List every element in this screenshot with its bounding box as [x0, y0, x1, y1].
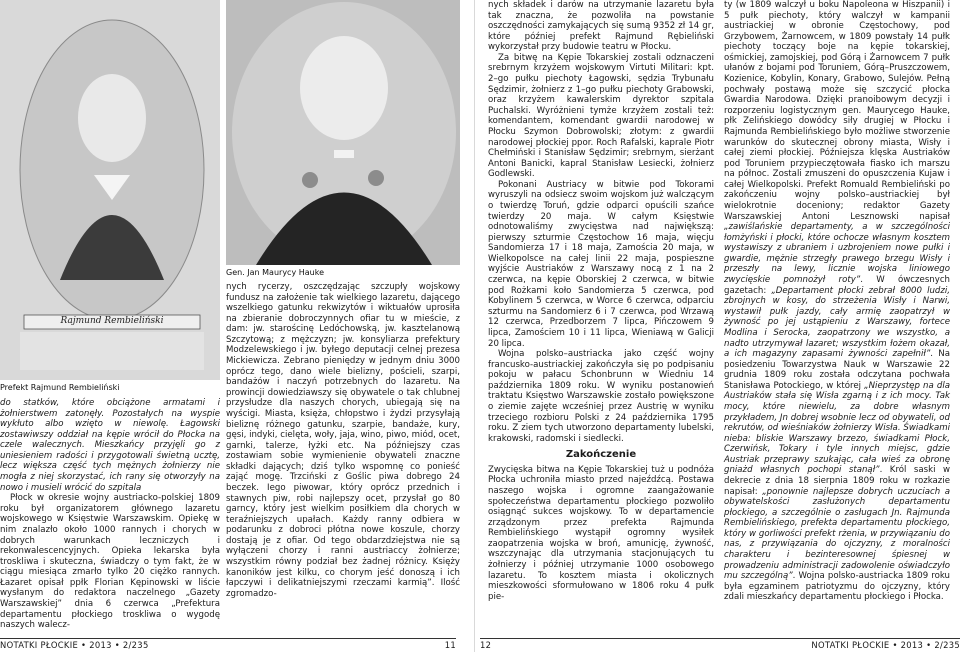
engraving-title: Rajmund Rembieliński [60, 316, 164, 326]
quote-1: „zawiślańskie departamenty, a w szczególności łomżyński i płocki, które ochocze własnym kosztem wystawiszy z ubraniem i uzbrojeniem nowe pułki i gwardie, mężnie strzegły prawego brzegu Wisły i przeszły na lewy, licznie wojska liniowego zwycięskie pomnożył roty” [724, 222, 950, 286]
quote-3: „Nieprzystęp na dla Austriaków stała się Wisła zgarną i z ich mocy. Tak mocy, które niewielu, za dobre własnym przykładem, Jn dobrej wsobnie lecz od obywateli, od rekrutów, od wieśniaków żołnierzy Wisła. Świadkami nieba: bliskie Warszawy brzezo, świadkami Płock, Czerwińsk, Tokary i tyle innych miejsc, gdzie Austriak przeprawy szukając, cała wieś za obronę gniażd własnych pochopi stanął” [724, 380, 950, 476]
portrait-image [226, 0, 460, 265]
right-page [480, 0, 960, 652]
page-number: 11 [444, 640, 456, 650]
journal-footer-right: NOTATKI PŁOCKIE • 2013 • 2/235 [811, 640, 960, 650]
page-number-right: 12 [480, 640, 492, 650]
page-fold [474, 0, 475, 652]
column-1-paragraph-1: do statków, które obciążone armatami i żołnierstwem zatonęły. Pozostałych na wyspie wykłuto albo wzięto w niewolę. Łagowski zostawiwszy oddział na kępie wrócił do Płocka na czele walecznych. Mieszkańcy przyjęli go z uniesieniem radości i przygotowali świetną ucztę, lecz większa część tych mężnych żołnierzy nie mogła z niej skorzystać, ich rany się otworzyły na nowo i musieli wrócić do szpitala [0, 398, 220, 493]
article-column-4 [724, 0, 950, 603]
left-page [0, 0, 470, 652]
column-4-text-5: . Wojna polsko-austriacka 1809 roku była egzaminem patriotyzmu do ojczyzny, który zdali mieszkańcy departamentu płockiego i Płocka. [724, 571, 950, 603]
column-3-paragraph-2: Za bitwę na Kępie Tokarskiej zostali odznaczeni srebrnym krzyżem wojskowym Virtuti Militari: kpt. 2–go pułku piechoty Łagowski, sędzia Trybunału Sędzimir, żołnierz z 1–go pułku piechoty Grabowski, oraz krzyżem kawalerskim dyrektor szpitala Puchalski. Wyróżnieni tymże krzyżem zostali też: komendantem, komendant gwardii narodowej w Płocku Szymon Dobrowolski; złotym: z gwardii narodowej płockiej ppor. Roch Rafalski, kaprale Piotr Chełmiński i Stanisław Sędzimir; srebrnym, sierżant Antoni Banicki, kapral Stanisław Lesiecki, żołnierz Godlewski. [488, 52, 714, 180]
journal-footer: NOTATKI PŁOCKIE • 2013 • 2/235 [0, 640, 149, 650]
column-4-text-4: . Król saski w dekrecie z dnia 18 sierpnia 1809 roku w rozkazie napisał: [724, 465, 950, 497]
column-4-text-1: ty (w 1809 walczył u boku Napoleona w Hiszpanii) i 5 pułk piechoty, który walczył w kampanii austriackiej w obronie Częstochowy, pod Grzybowem, Żarnowcem, w 1809 powstały 14 pułk piechoty toczący boje na kępie tokarskiej, ośmickiej, zamojskiej, pod Górą i Żarnowcem 7 pułk ułanów z bojami pod Toruniem, Górą–Pruszczowem, Kozienice, Kobylin, Konary, Grabowo, Sulejów. Pełną pochwały postawą może się szczycić płocka Gwardia Narodowa. Dzięki pranoibowym decyzji i rozporzeniu logistycznym gen. Maurycego Hauke, płk Zelińskiego dowódcy siły drugiej w Płocku i Rajmunda Rembielińskiego było możliwe stworzenie warunków do skutecznej obrony miasta, Wisły i całej ziemi płockiej. Późniejsza klęska Austriaków pod Toruniem przypieczętowała fiasko ich marszu na północ. Zostali zmuszeni do opuszczenia Kujaw i całej Wielkopolski. Prefekt Romuald Rembieliński po zakończeniu wojny polsko–austriackiej był wielokrotnie doceniony; redaktor Gazety Warszawskiej Antoni Lesznowski napisał [724, 0, 950, 222]
column-3-paragraph-5: Zwycięska bitwa na Kępie Tokarskiej tuż u podnóża Płocka uchroniła miasto przed najeźdźcą. Postawa naszego wojska i ogromne zaangażowanie społeczeństwa departamentu płockiego pozwoliło osiągnąć sukces wojskowy. To w departamencie zrządzonym przez prefekta Rajmunda Rembielińskiego wystąpił ogromny wysiłek zaopatrzenia wojska w broń, amunicję, żywność, wszczynając dla utrzymania stacjonujących tu żołnierzy i później utrzymanie 1000 osobowego lazaretu. To kosztem miasta i okolicznych mieszkowości sformułowano w 1806 roku 4 pułk pie- [488, 464, 714, 602]
column-3-paragraph-1: nych składek i darów na utrzymanie lazaretu była tak znaczna, że pozwoliła na powstanie oszczędności zamykających się sumą 9352 zł 14 gr, które później prefekt Rajmund Rębieliński wykorzystał przy budowie teatru w Płocku. [488, 0, 714, 53]
column-3-paragraph-4: Wojna polsko–austriacka jako część wojny francusko-austriackiej zakończyła się po podpisaniu pokoju w pałacu Schonbrunn w Wiedniu 14 października 1809 roku. W wyniku postanowień traktatu Księstwo Warszawskie zostało powiększone o ziemie zajęte wcześniej przez Austrię w wyniku trzeciego rozbioru Polski z 24 października 1795 roku. Z ziem tych utworzono departamenty lubelski, krakowski, radomski i siedlecki. [488, 349, 714, 444]
portrait-rembielinski [0, 0, 220, 380]
article-column-1 [0, 398, 220, 631]
column-2-paragraph-1: nych rycerzy, oszczędzając szczupły wojskowy fundusz na założenie tak wielkiego lazaretu, dającego wszelkiego gatunku rekwizytów i wiktuałów uprosiła na zbieranie dobroczynnych ofiar tu w mieście, z dam: jw. starościnę Ledóchowską, jw. kasztelanową Szczytową; z mężczyzn; jw. konsyliarza prefektury Modzelewskiego i jw. byłego deputacji celnej prezesa Mickiewicza. Zebrano pieniędzy w jednym dniu 3000 oprócz tego, dano wiele bielizny, pościeli, szarpi, bandażów i naczyń potrzebnych do lazaretu. Na prowincji dowiedziawszy się obywatele o tak chlubnej przysłudze dla naszych chorych, ubiegają się na wyścigi. Miasta, księża, chłopstwo i żydzi przysyłają bieliznę różnego gatunku, szarpie, bandaże, kury, gęsi, indyki, cielęta, woły, jaja, wino, piwo, miód, ocet, garnki, talerze, łyżki etc. Na późniejszy czas zostawiam sobie wymienienie obywateli znaczne składki dających; dziś tylko wspomnę co ponieść zająć mogę. Trzciński z Goślic piwa dobrego 24 beczek. Iego piwowar, który oprócz przednich i stawnych piw, robi najlepszy ocet, przysłał go 80 garncy, który jest wielkim posiłkiem dla chorych w teraźniejszych upałach. Każdy ranny odbiera w podarunku z dobroci płótna nowe koszule, chorzy dostają je z ofiar. Od tego obdarzdziejstwa nie są wyłączeni chorzy i ranni austriaccy żołnierze; wszystkim równy podział bez żadnej różnicy. Księży kanoników jest kilku, co chorym jeść donoszą i ich łapczywi i delikatniejszymi rzeczami karmią”. Ilość zgromadzo- [226, 282, 460, 599]
footer-right [480, 638, 960, 650]
article-column-3 [488, 0, 714, 602]
portrait-caption-right: Gen. Jan Maurycy Hauke [226, 268, 324, 277]
article-column-2 [226, 282, 460, 599]
section-heading: Zakończenie [565, 449, 637, 461]
quote-2: „Departament płocki zebrał 8000 ludzi, zbrojnych w kosy, do strzeżenia Wisły i Narwi, wystawił pułk jazdy, cały armię zaopatrzył w żywność po jej ustąpieniu z Warszawy, fortece Modlina i Serocka, zaopatrzony we wszystko, a nadto utrzymywał lazaret; wszystkim łożem okazał, a ich magazyny zapasami żywności zapełnił” [724, 285, 950, 360]
column-4-text-3: . Na posiedzeniu Towarzystwa Nauk w Warszawie 22 grudnia 1809 roku została odczytana pochwała Stanisława Potockiego, w której [724, 349, 950, 391]
quote-4: „ponownie najlepsze dobrych uczuciach a obywatelskości zasłużonych departamentu płockiego, a szczególnie o zasługach Jn. Rajmunda Rembielińskiego, prefekta departamentu płockiego, który w gorliwości prefekt rżenia, w przywiązaniu do nas, z przywiązania do ojczyzny, z moralności charakteru i bezinteresownej śpiesnej w prowadzeniu administracji zadowolenie oświadczyło mu szczególną” [724, 486, 951, 582]
column-4-text-2: . W ówczesnych gazetach: [724, 275, 951, 296]
portrait-caption-left: Prefekt Rajmund Rembieliński [0, 383, 120, 392]
portrait-hauke [226, 0, 460, 265]
column-3-paragraph-3: Pokonani Austriacy w bitwie pod Tokorami wyruszyli na odsiecz swoim wojskom już walczącym o twierdzę Toruń, gdzie odparci opuścili szańce twierdzy 20 maja. W całym Księstwie odnotowaliśmy zwycięstwa nad największą: pierwszy szturmie Częstochow 16 maja, więcju Sandomierza 17 i 18 maja, Zamościa 20 maja, w Wielkopolsce na całej linii 22 maja, pospieszne wyjście Austriaków z Warszawy nocą z 1 na 2 czerwca, na kępie Oborskiej 2 czerwca, w bitwie pod Rożkami koło Sandomierza 5 czerwca, pod Kobylinem 5 czerwca, w Worce 6 czerwca, odparciu szturmu na Sandomierz 6 i 7 czerwca, pod Wrzawą 12 czerwca, Przedborzem 7 lipca, Pińczowem 9 lipca, Zamościem 10 i 11 lipca, Wieniawą w Galicji 20 lipca. [488, 179, 714, 349]
column-1-paragraph-2: Płock w okresie wojny austriacko-polskiej 1809 roku był organizatorem głównego lazaretu wojskowego w Księstwie Warszawskim. Opiekę w nim znalazło około 1000 rannych i chorych w dobrych warunkach leczniczych i rekonwalescencyjnych. Opieka lekarska była troskliwa i skuteczna, świadczy o tym fakt, że w ciągu miesiąca zmarło tylko 20 ciężko rannych. Łazaret opisał ppłk Florian Kępinowski w liście wysłanym do redaktora naczelnego „Gazety Warszawskiej” dnia 6 czerwca „Prefektura departamentu płockiego troskliwa o wygodę naszych walecz- [0, 493, 220, 631]
column-4-paragraph-1 [724, 0, 950, 603]
footer-left [0, 638, 456, 650]
